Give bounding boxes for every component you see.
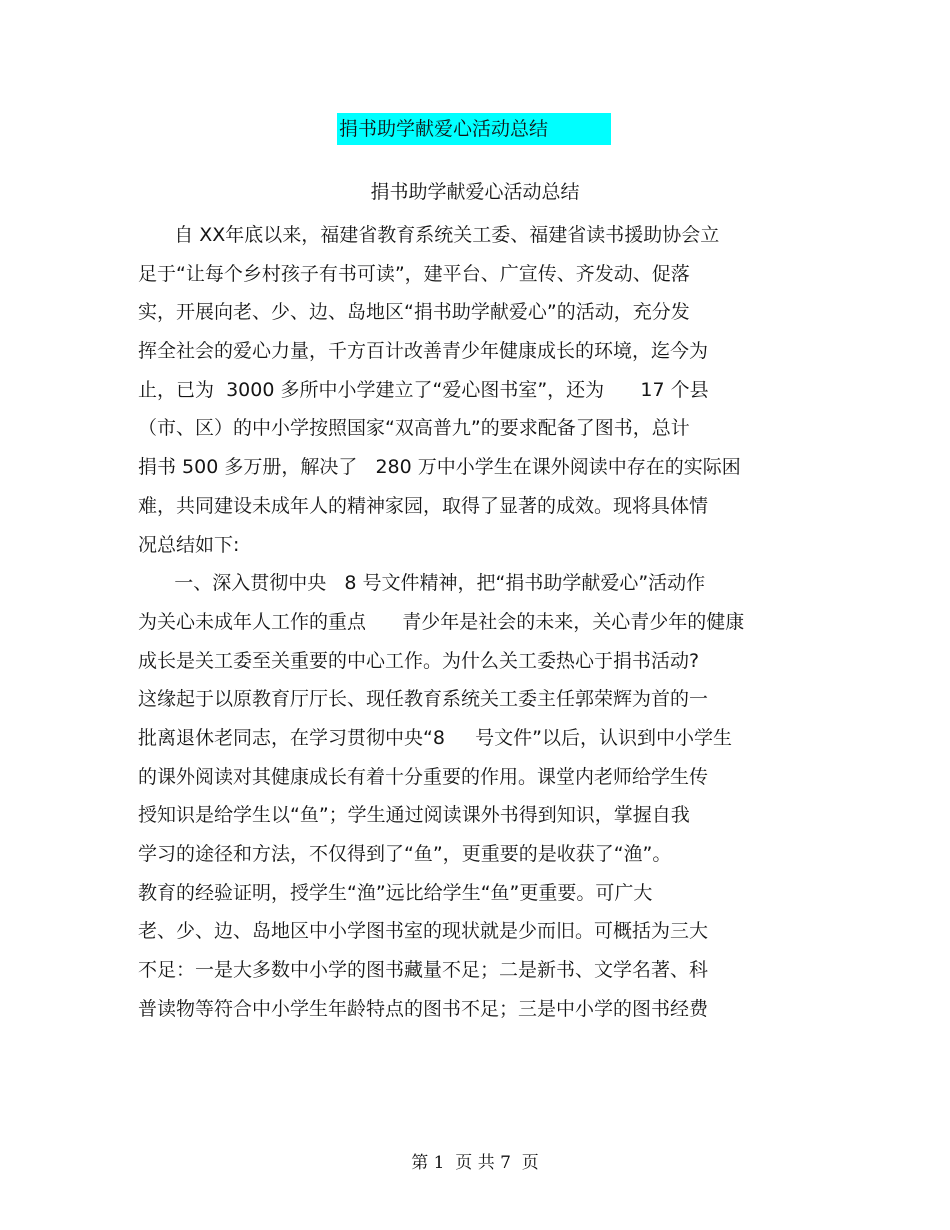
page-number: 第 1 页 共 7 页	[411, 1153, 539, 1173]
body-line: 老、少、边、岛地区中小学图书室的现状就是少而旧。可概括为三大	[138, 920, 709, 943]
body-line: 实，开展向老、少、边、岛地区“捐书助学献爱心”的活动，充分发	[138, 301, 690, 324]
body-line: 挥全社会的爱心力量，千方百计改善青少年健康成长的环境，迄今为	[138, 340, 709, 363]
document-subtitle: 捐书助学献爱心活动总结	[370, 181, 580, 203]
body-line: 足于“让每个乡村孩子有书可读”，建平台、广宣传、齐发动、促落	[138, 262, 690, 285]
body-line: 一、深入贯彻中央 8 号文件精神，把“捐书助学献爱心”活动作	[138, 572, 706, 595]
body-line: 成长是关工委至关重要的中心工作。为什么关工委热心于捐书活动?	[138, 649, 700, 672]
body-line: 难，共同建设未成年人的精神家园，取得了显著的成效。现将具体情	[138, 494, 709, 517]
body-line: 普读物等符合中小学生年龄特点的图书不足；三是中小学的图书经费	[138, 997, 709, 1020]
body-line: 学习的途径和方法，不仅得到了“鱼”，更重要的是收获了“渔”。	[138, 843, 672, 865]
body-line: 不足：一是大多数中小学的图书藏量不足；二是新书、文学名著、科	[138, 959, 709, 982]
body-line: 况总结如下:	[138, 533, 240, 556]
body-line: 的课外阅读对其健康成长有着十分重要的作用。课堂内老师给学生传	[138, 765, 709, 788]
body-line: 自 XX年底以来，福建省教育系统关工委、福建省读书援助协会立	[138, 224, 720, 246]
body-line: 这缘起于以原教育厅厅长、现任教育系统关工委主任郭荣辉为首的一	[138, 688, 709, 711]
body-line: （市、区）的中小学按照国家“双高普九”的要求配备了图书，总计	[138, 417, 690, 440]
body-line: 批离退休老同志，在学习贯彻中央“8 号文件”以后，认识到中小学生	[138, 726, 732, 749]
body-line: 捐书 500 多万册，解决了 280 万中小学生在课外阅读中存在的实际困	[138, 456, 741, 479]
body-line: 止，已为 3000 多所中小学建立了“爱心图书室”，还为 17 个县	[138, 378, 709, 401]
document-body	[138, 216, 798, 1028]
body-line: 为关心未成年人工作的重点 青少年是社会的未来，关心青少年的健康	[138, 610, 745, 633]
document-title: 捐书助学献爱心活动总结	[339, 118, 549, 140]
body-line: 授知识是给学生以“鱼”；学生通过阅读课外书得到知识，掌握自我	[138, 804, 690, 827]
body-line: 教育的经验证明，授学生“渔”远比给学生“鱼”更重要。可广大	[138, 881, 653, 904]
